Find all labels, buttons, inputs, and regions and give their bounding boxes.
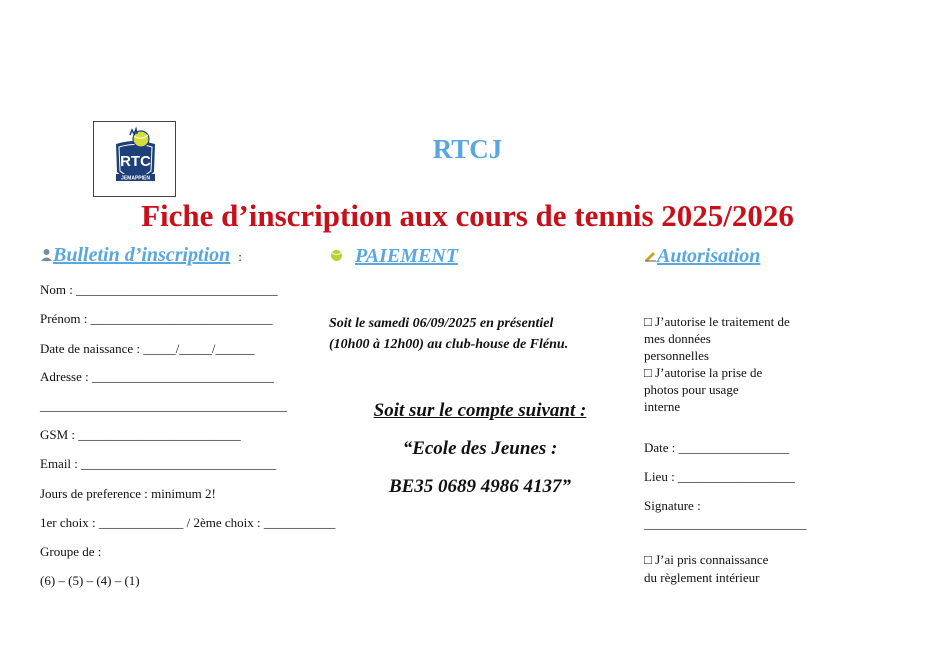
autorisation-line[interactable]: □ J’autorise la prise de: [644, 365, 763, 380]
field-date-naissance[interactable]: Date de naissance : _____/_____/______: [40, 341, 255, 356]
autorisation-text: [644, 313, 790, 415]
page-title: Fiche d’inscription aux cours de tennis 2025/2026: [141, 198, 794, 233]
signature-label: Signature :: [644, 498, 701, 513]
bulletin-colon: :: [238, 249, 242, 264]
jours-preference: Jours de preference : minimum 2!: [40, 486, 216, 501]
reglement-check[interactable]: □ J’ai pris connaissance: [644, 552, 769, 567]
groupe-label: Groupe de :: [40, 544, 102, 559]
paiement-header: [330, 245, 458, 268]
signature-line[interactable]: _________________________: [644, 516, 807, 531]
autorisation-line: mes données: [644, 331, 711, 346]
reglement-text: du règlement intérieur: [644, 570, 760, 585]
autorisation-line[interactable]: □ J’autorise le traitement de: [644, 314, 790, 329]
tennis-ball-icon: [330, 249, 343, 267]
field-choix[interactable]: 1er choix : _____________ / 2ème choix : ___________: [40, 515, 336, 530]
field-adresse-2[interactable]: ______________________________________: [40, 398, 287, 413]
autorisation-line: personnelles: [644, 348, 709, 363]
account-iban: BE35 0689 4986 4137”: [388, 476, 572, 497]
logo-text: RTC: [120, 153, 151, 170]
paiement-title: PAIEMENT: [355, 245, 458, 267]
field-nom[interactable]: Nom : _______________________________: [40, 282, 278, 297]
paiement-line-1: Soit le samedi 06/09/2025 en présentiel: [329, 316, 554, 331]
field-lieu[interactable]: Lieu : __________________: [644, 469, 795, 484]
field-prenom[interactable]: Prénom : ____________________________: [40, 311, 273, 326]
pen-icon: [644, 249, 657, 267]
paiement-line-2: (10h00 à 12h00) au club-house de Flénu.: [329, 337, 569, 352]
logo-subtext: JEMAPPIEN: [121, 175, 150, 182]
groupe-options: (6) – (5) – (4) – (1): [40, 573, 140, 588]
field-gsm[interactable]: GSM : _________________________: [40, 427, 241, 442]
field-email[interactable]: Email : ______________________________: [40, 456, 277, 471]
field-adresse[interactable]: Adresse : ____________________________: [40, 369, 274, 384]
account-name: “Ecole des Jeunes :: [402, 438, 558, 459]
autorisation-header: [644, 245, 760, 268]
bulletin-form: [40, 0, 336, 661]
field-date[interactable]: Date : _________________: [644, 440, 790, 455]
autorisation-line: photos pour usage: [644, 382, 739, 397]
autorisation-line: interne: [644, 399, 681, 414]
club-code: RTCJ: [432, 134, 503, 164]
account-intro: Soit sur le compte suivant :: [373, 400, 587, 421]
autorisation-title: Autorisation: [657, 245, 761, 267]
bulletin-title: Bulletin d’inscription: [53, 244, 231, 266]
